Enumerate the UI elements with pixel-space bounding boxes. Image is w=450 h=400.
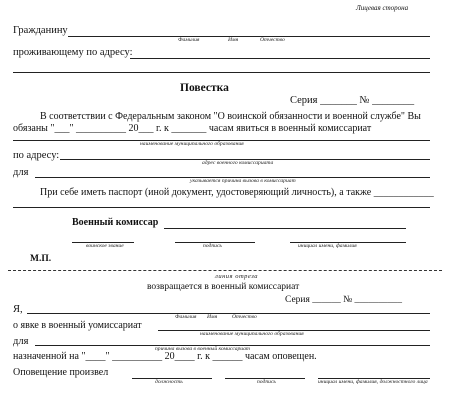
caption-rank: воинское звание <box>86 243 124 249</box>
tearoff-caption-patronymic: Отчество <box>232 314 257 320</box>
to-citizen-label: Гражданину <box>13 25 68 36</box>
tearoff-for-label: для <box>13 336 29 347</box>
notice-title: Повестка <box>180 82 229 94</box>
caption-initials: инициал имени, фамилия <box>298 243 357 249</box>
scheduled-text: назначенной на "____" __________ 20____ г. к ______ часам оповещен. <box>13 351 317 362</box>
tearoff-caption-reason: причина вызова в военный комиссариат <box>155 346 250 352</box>
residence-address-line-2[interactable] <box>13 72 430 73</box>
tearoff-series: Серия ______ № __________ <box>285 295 403 305</box>
caption-commissariat-address: адрес военного комиссариата <box>202 160 274 166</box>
residing-at-label: проживающему по адресу: <box>13 47 133 58</box>
tearoff-name-line[interactable] <box>27 313 430 314</box>
commissar-line[interactable] <box>164 228 406 229</box>
caption-surname: Фамилия <box>178 37 200 43</box>
citizen-name-line[interactable] <box>68 36 430 37</box>
stamp-placeholder: М.П. <box>30 254 52 264</box>
tearoff-caption-municipality: наименование муниципального образования <box>200 331 304 337</box>
caption-reason: указывается причина вызова в комиссариат <box>190 178 296 184</box>
caption-first-name: Имя <box>228 37 239 43</box>
cut-line <box>8 270 442 271</box>
at-address-label: по адресу: <box>13 150 60 161</box>
front-side-label: Лицевая сторона <box>356 4 409 12</box>
notified-by-label: Оповещение произвел <box>13 367 109 378</box>
bring-documents-text: При себе иметь паспорт (иной документ, удостоверяющий личность), а также ____________ <box>40 187 434 198</box>
tearoff-caption-surname: Фамилия <box>175 314 197 320</box>
notice-series: Серия _______ № ________ <box>290 95 415 106</box>
bring-documents-line[interactable] <box>13 207 430 208</box>
caption-signature: подпись <box>203 243 222 249</box>
about-appearance-label: о явке в военный уомиссариат <box>13 320 142 331</box>
caption-patronymic: Отчество <box>260 37 285 43</box>
tearoff-caption-initials: инициал имени, фамилия, должностного лица <box>318 379 428 385</box>
for-label: для <box>13 167 29 178</box>
commissar-label: Военный комиссар <box>72 217 159 228</box>
law-paragraph-line-2: обязаны "___" __________ 20___ г. к _______ часам явиться в военный комиссариат <box>13 123 372 134</box>
tearoff-caption-position: должность <box>155 379 183 385</box>
cut-line-label: линия отреза <box>215 273 258 280</box>
tearoff-caption-first-name: Имя <box>207 314 218 320</box>
returned-to-label: возвращается в военный комиссариат <box>147 282 300 292</box>
tearoff-caption-signature: подпись <box>257 379 276 385</box>
caption-municipality: наименование муниципального образования <box>140 141 244 147</box>
residence-address-line[interactable] <box>130 58 430 59</box>
law-paragraph-line-1: В соответствии с Федеральным законом "О воинской обязанности и военной службе" Вы <box>40 111 421 122</box>
i-label: Я, <box>13 304 23 315</box>
